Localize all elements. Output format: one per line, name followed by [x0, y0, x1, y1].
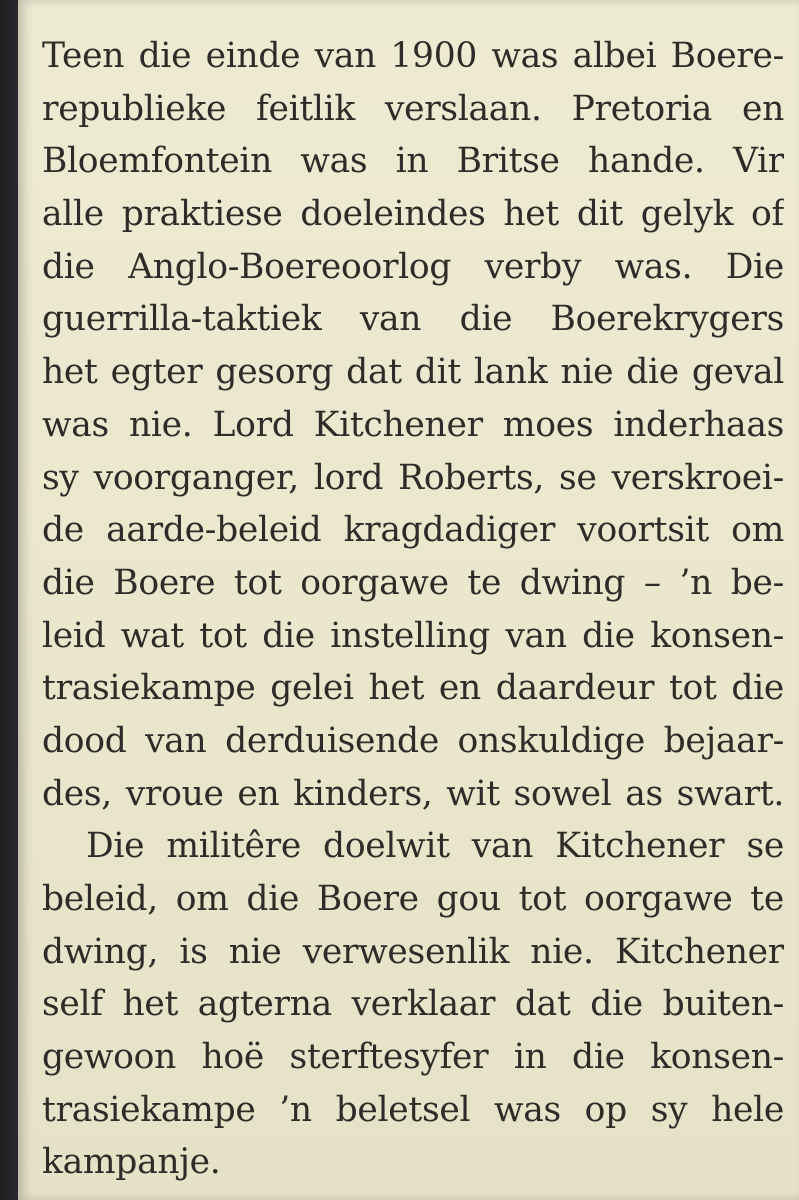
- text-line: trasiekampe gelei het en daardeur tot die: [42, 668, 784, 709]
- text-line: die Boere tot oorgawe te dwing – ’n be-: [42, 562, 784, 603]
- text-panel: [18, 0, 799, 1200]
- text-line: Teen die einde van 1900 was albei Boere-: [42, 36, 784, 76]
- text-line: Bloemfontein was in Britse hande. Vir: [42, 141, 784, 182]
- body-text: [42, 30, 784, 1189]
- text-line: de aarde-beleid kragdadiger voortsit om: [42, 510, 784, 551]
- paragraph-2: [42, 820, 784, 1189]
- text-line: gewoon hoë sterftesyfer in die konsen-: [42, 1037, 784, 1078]
- text-line: self het agterna verklaar dat die buiten-: [42, 984, 784, 1025]
- text-line: dwing, is nie verwesenlik nie. Kitchener: [42, 931, 784, 972]
- text-line: die Anglo-Boereoorlog verby was. Die: [42, 246, 784, 287]
- text-line: guerrilla-taktiek van die Boerekrygers: [42, 299, 784, 340]
- text-line: des, vroue en kinders, wit sowel as swart.: [42, 773, 784, 814]
- text-line: sy voorganger, lord Roberts, se verskroei-: [42, 457, 784, 498]
- text-line: trasiekampe ’n beletsel was op sy hele: [42, 1089, 784, 1130]
- text-line: leid wat tot die instelling van die konsen-: [42, 615, 784, 656]
- paragraph-1: [42, 30, 784, 820]
- text-line: het egter gesorg dat dit lank nie die geval: [42, 352, 784, 393]
- text-line: dood van derduisende onskuldige bejaar-: [42, 720, 784, 761]
- text-line: alle praktiese doeleindes het dit gelyk of: [42, 194, 784, 235]
- text-line: beleid, om die Boere gou tot oorgawe te: [42, 879, 784, 919]
- text-line: republieke feitlik verslaan. Pretoria en: [42, 88, 784, 129]
- text-line: kampanje.: [42, 1142, 221, 1183]
- text-line: Die militêre doelwit van Kitchener se: [86, 826, 784, 867]
- text-line: was nie. Lord Kitchener moes inderhaas: [42, 404, 784, 445]
